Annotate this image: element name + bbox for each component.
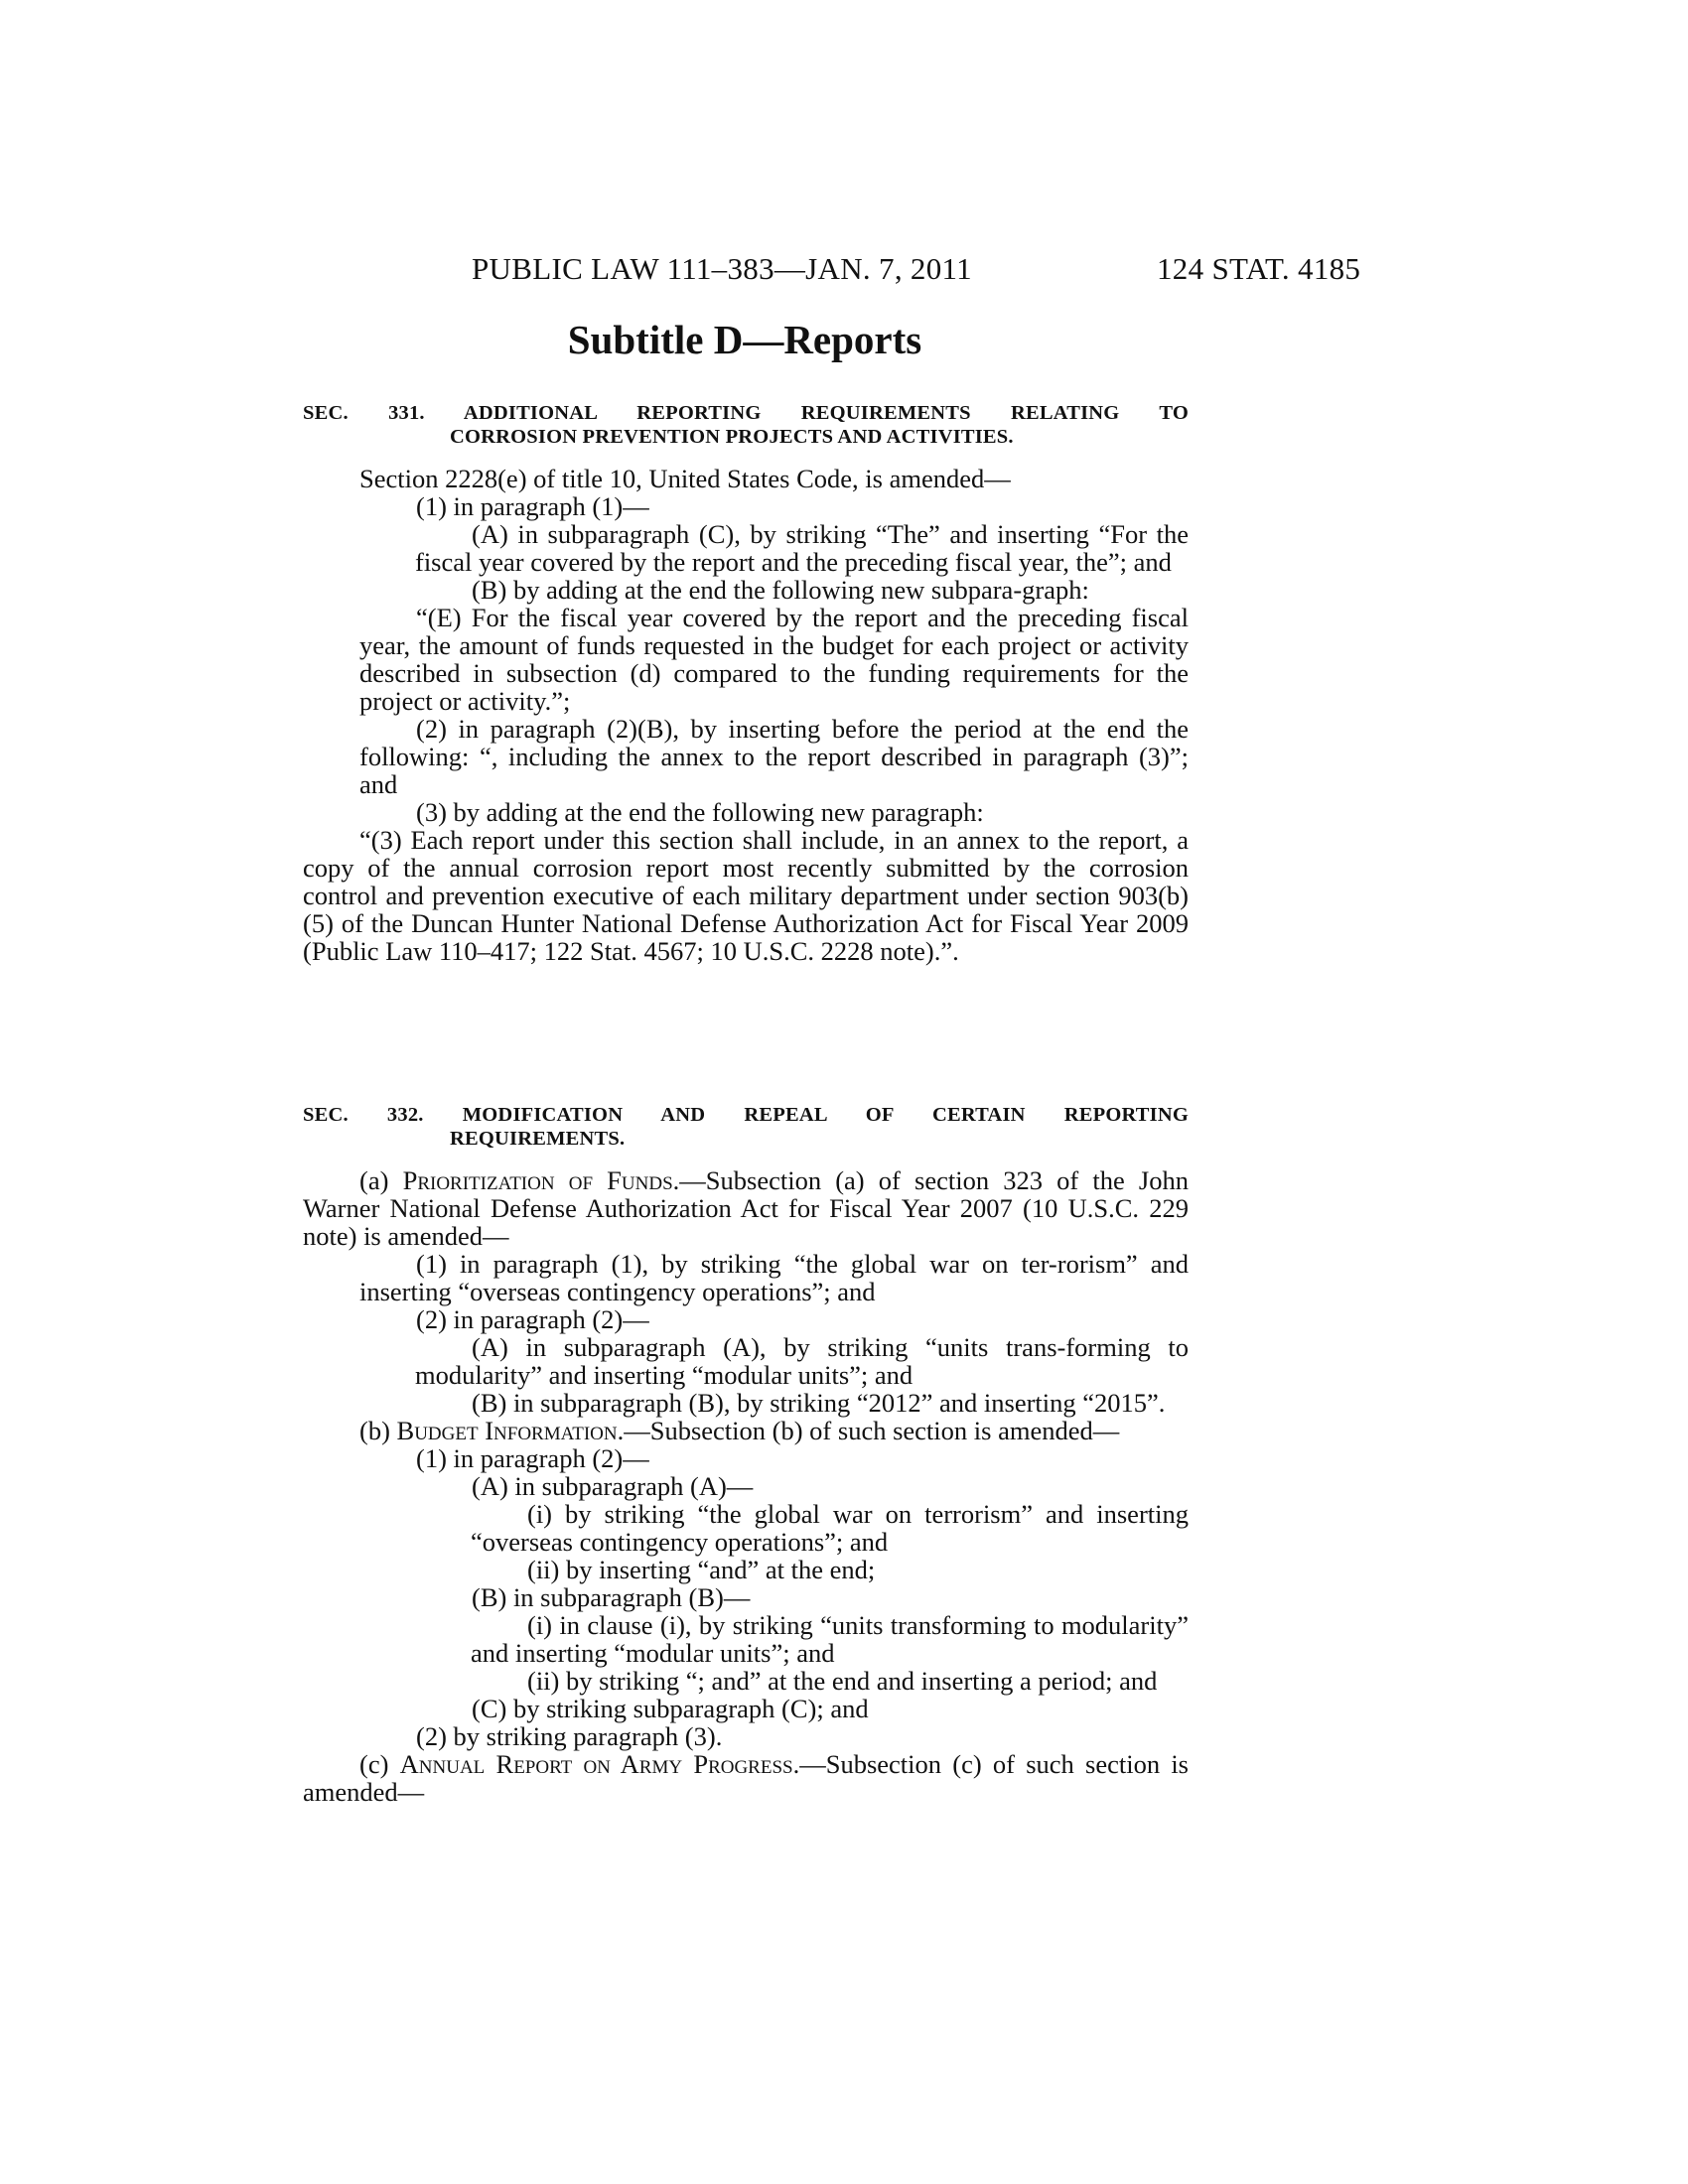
section-332 bbox=[303, 1103, 1189, 1806]
subsection-b-label: (b) bbox=[359, 1416, 397, 1445]
section-331-quoted-E: “(E) For the fiscal year covered by the report and the preceding fiscal year, the amount of funds requested in the budget for each project or activity described in subsection (d) compared to the funding requirements for the project or activity.”; bbox=[359, 603, 1189, 716]
subsection-b-clause-1Bii: (ii) by striking “; and” at the end and inserting a period; and bbox=[527, 1666, 1158, 1696]
section-331 bbox=[303, 401, 1189, 965]
section-331-para-1: (1) in paragraph (1)— bbox=[416, 491, 649, 521]
subsection-b-para-1: (1) in paragraph (2)— bbox=[416, 1443, 649, 1473]
subsection-a-text: .—Subsection (a) of section 323 of the John Warner National Defense Authorization Act for Fiscal Year 2007 (10 U.S.C. 229 note) is amended— bbox=[303, 1165, 1189, 1251]
section-331-para-3: (3) by adding at the end the following new paragraph: bbox=[416, 797, 984, 827]
subsection-b-clause-1Ai: (i) by striking “the global war on terrorism” and inserting “overseas contingency operations”; and bbox=[471, 1499, 1189, 1557]
subsection-b-clause-1Aii: (ii) by inserting “and” at the end; bbox=[527, 1555, 876, 1584]
subsection-b-caption: Budget Information bbox=[396, 1416, 618, 1445]
subsection-b-para-1B: (B) in subparagraph (B)— bbox=[472, 1582, 751, 1612]
subsection-b bbox=[303, 1417, 1189, 1444]
subsection-b-para-1C: (C) by striking subparagraph (C); and bbox=[472, 1694, 869, 1723]
subsection-b-para-2: (2) by striking paragraph (3). bbox=[416, 1721, 723, 1751]
section-331-para-1B: (B) by adding at the end the following new subpara-graph: bbox=[472, 575, 1089, 605]
subsection-a-para-1: (1) in paragraph (1), by striking “the global war on ter-rorism” and inserting “overseas contingency operations”; and bbox=[359, 1249, 1189, 1306]
subtitle-heading: Subtitle D—Reports bbox=[567, 317, 922, 362]
subsection-c-caption: Annual Report on Army Progress bbox=[399, 1749, 793, 1779]
subsection-a bbox=[303, 1166, 1189, 1250]
subsection-a-caption: Prioritization of Funds bbox=[402, 1165, 673, 1195]
subsection-c-label: (c) bbox=[359, 1749, 400, 1779]
section-331-quoted-3: “(3) Each report under this section shall include, in an annex to the report, a copy of the annual corrosion report most recently submitted by the corrosion control and prevention executive of each military department under section 903(b)(5) of the Duncan Hunter National Defense Authorization Act for Fiscal Year 2009 (Public Law 110–417; 122 Stat. 4567; 10 U.S.C. 2228 note).”. bbox=[303, 825, 1189, 966]
subsection-b-clause-1Bi: (i) in clause (i), by striking “units transforming to modularity” and inserting “modular units”; and bbox=[471, 1610, 1189, 1668]
section-331-intro: Section 2228(e) of title 10, United States Code, is amended— bbox=[359, 464, 1011, 493]
section-332-heading-line1: SEC. 332. MODIFICATION AND REPEAL OF CERTAIN REPORTING bbox=[303, 1104, 1189, 1126]
subsection-a-para-2B: (B) in subparagraph (B), by striking “2012” and inserting “2015”. bbox=[472, 1388, 1166, 1418]
subsection-a-para-2A: (A) in subparagraph (A), by striking “units trans-forming to modularity” and inserting “modular units”; and bbox=[415, 1332, 1189, 1390]
subsection-b-text: .—Subsection (b) of such section is amended— bbox=[617, 1416, 1120, 1445]
section-331-heading-line2: CORROSION PREVENTION PROJECTS AND ACTIVITIES. bbox=[450, 426, 1014, 448]
subsection-c-text: .—Subsection (c) of such section is amended— bbox=[303, 1749, 1189, 1807]
section-331-heading-line1: SEC. 331. ADDITIONAL REPORTING REQUIREMENTS RELATING TO bbox=[303, 402, 1189, 424]
section-331-para-2: (2) in paragraph (2)(B), by inserting before the period at the end the following: “, including the annex to the report described in paragraph (3)”; and bbox=[359, 714, 1189, 799]
section-331-para-1A: (A) in subparagraph (C), by striking “The” and inserting “For the fiscal year covered by the report and the preceding fiscal year, the”; and bbox=[415, 519, 1189, 577]
subsection-a-label: (a) bbox=[359, 1165, 403, 1195]
running-header-law: PUBLIC LAW 111–383—JAN. 7, 2011 bbox=[472, 251, 972, 286]
subsection-b-para-1A: (A) in subparagraph (A)— bbox=[472, 1471, 754, 1501]
running-header-page: 124 STAT. 4185 bbox=[1157, 251, 1361, 286]
subsection-a-para-2: (2) in paragraph (2)— bbox=[416, 1304, 649, 1334]
section-332-heading-line2: REQUIREMENTS. bbox=[450, 1128, 626, 1150]
subsection-c bbox=[303, 1750, 1189, 1806]
